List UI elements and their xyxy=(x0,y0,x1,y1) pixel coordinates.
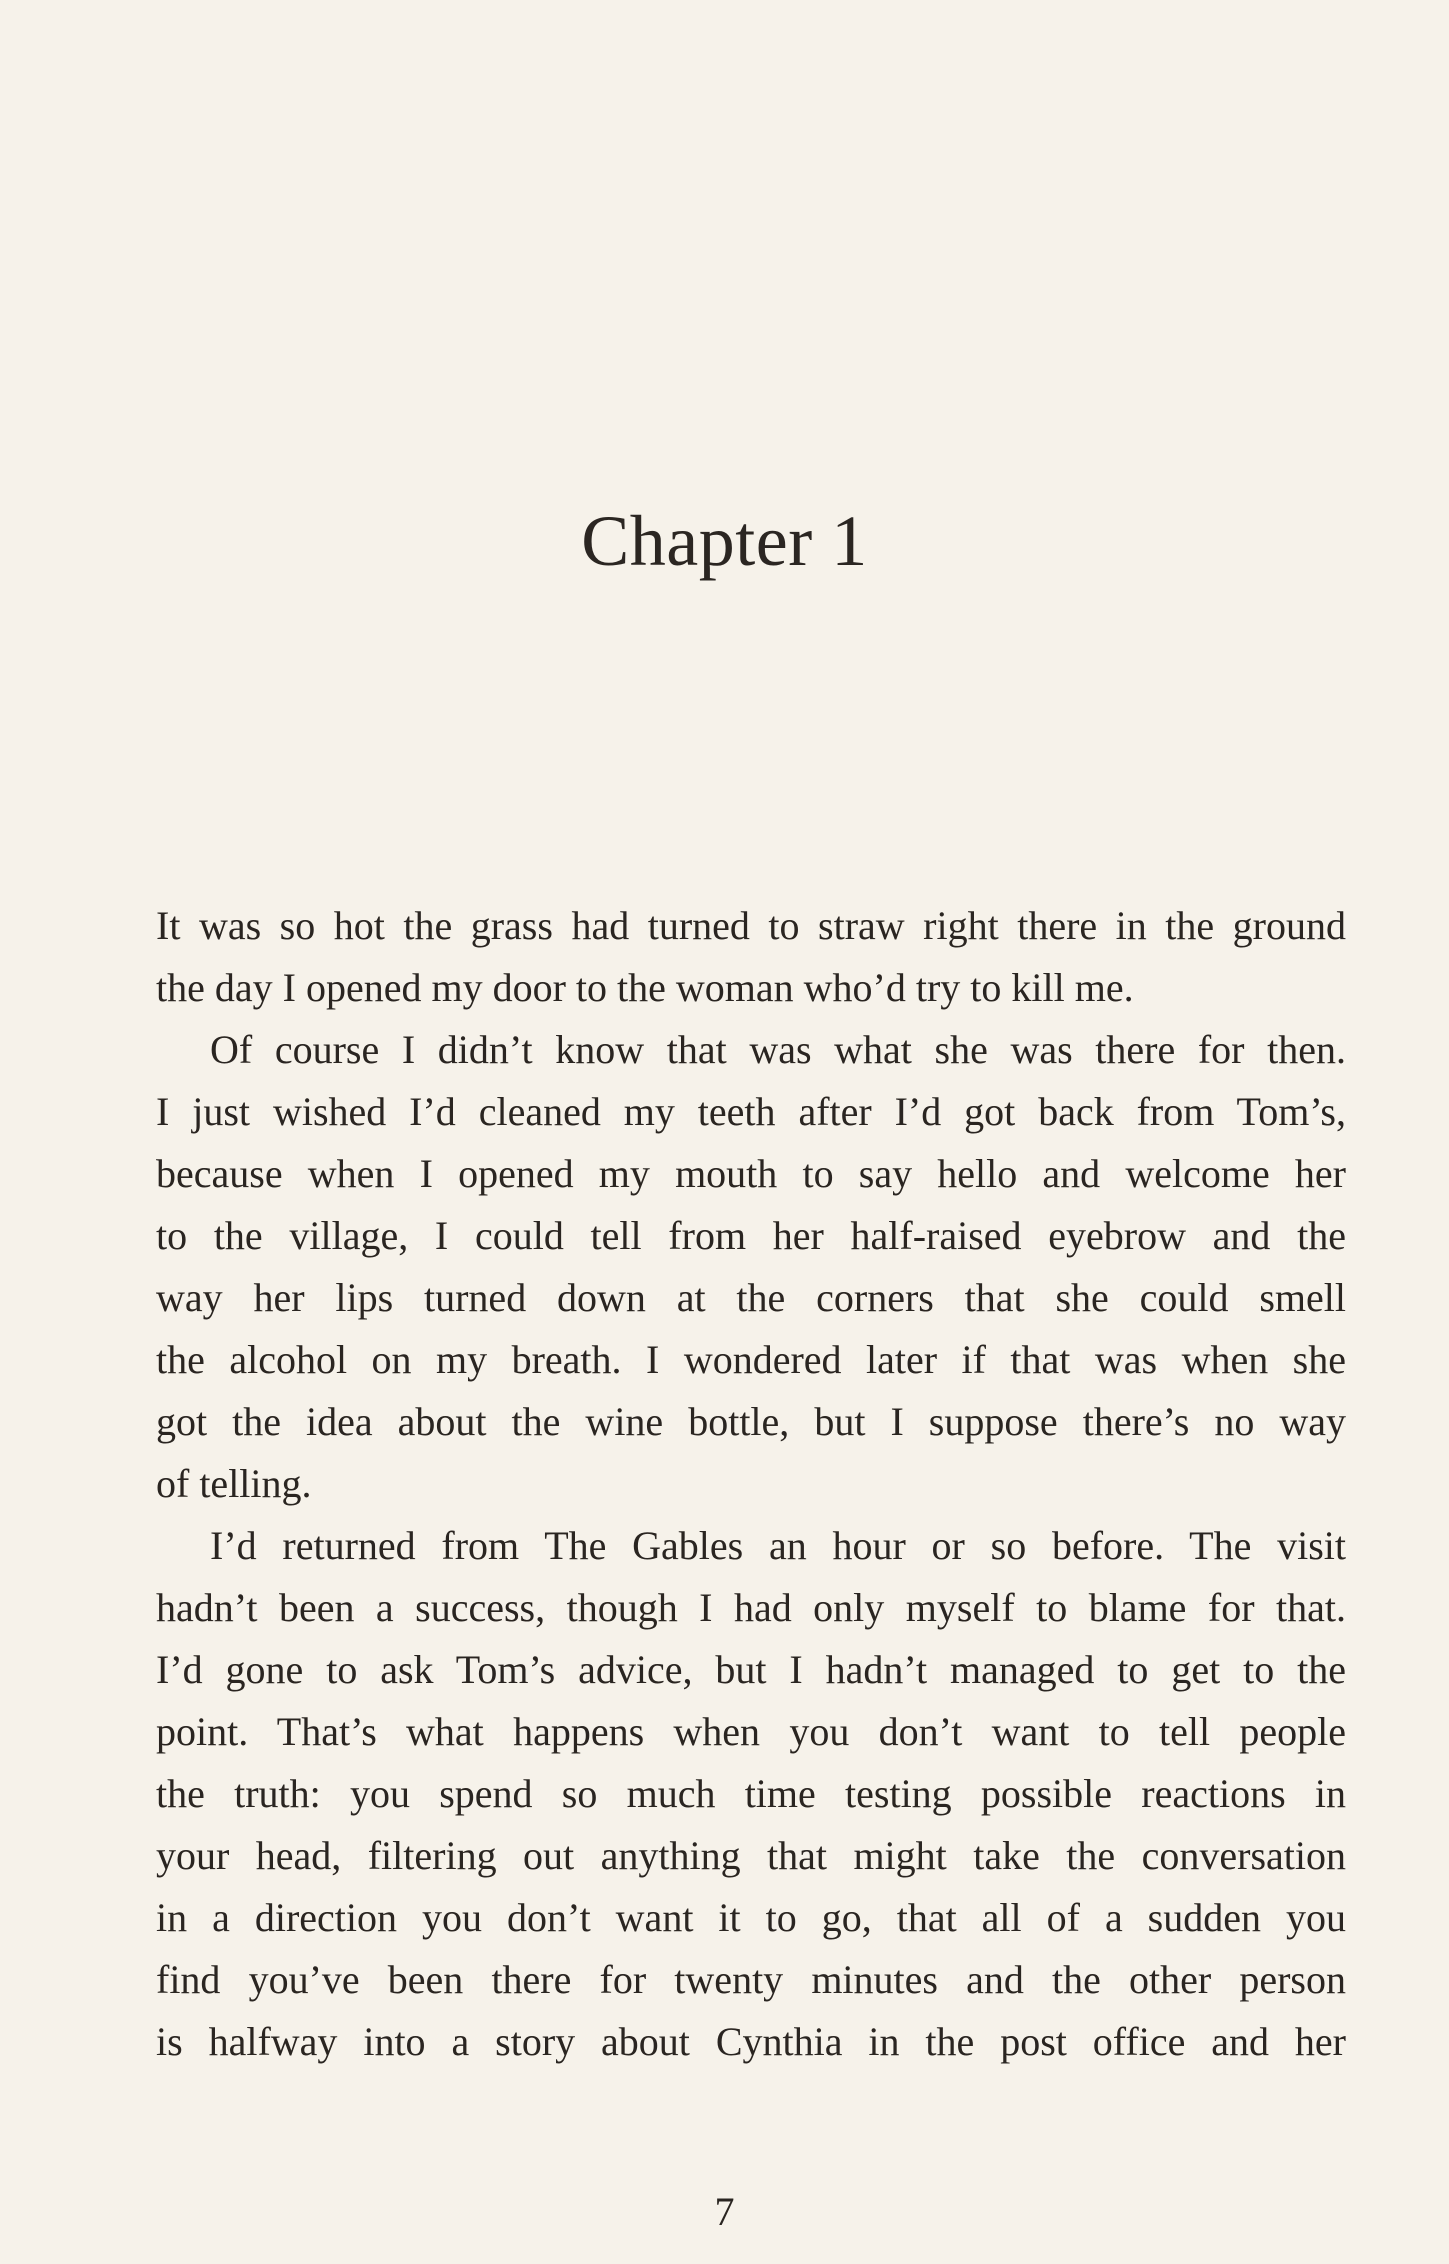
text-line: of telling. xyxy=(156,1461,312,1506)
body-text xyxy=(156,895,1346,2073)
text-line: the day I opened my door to the woman who’d try to kill me. xyxy=(156,965,1134,1010)
text-line: your head, filtering out anything that might take the conversation xyxy=(156,1833,1346,1878)
text-line: Of course I didn’t know that was what she was there for then. xyxy=(210,1027,1346,1072)
page-number: 7 xyxy=(714,2189,735,2234)
text-line: point. That’s what happens when you don’t want to tell people xyxy=(156,1709,1346,1754)
paragraph xyxy=(156,1019,1346,1515)
text-line: find you’ve been there for twenty minutes and the other person xyxy=(156,1957,1346,2002)
text-line: the truth: you spend so much time testing possible reactions in xyxy=(156,1771,1346,1816)
paragraph xyxy=(156,895,1346,1019)
text-line: way her lips turned down at the corners that she could smell xyxy=(156,1275,1346,1320)
text-line: got the idea about the wine bottle, but I suppose there’s no way xyxy=(156,1399,1346,1444)
text-line: I’d gone to ask Tom’s advice, but I hadn’t managed to get to the xyxy=(156,1647,1346,1692)
text-line: I just wished I’d cleaned my teeth after I’d got back from Tom’s, xyxy=(156,1089,1346,1134)
paragraph xyxy=(156,1515,1346,2073)
text-line: is halfway into a story about Cynthia in the post office and her xyxy=(156,2019,1346,2064)
text-line: It was so hot the grass had turned to straw right there in the ground xyxy=(156,903,1346,948)
text-line: the alcohol on my breath. I wondered later if that was when she xyxy=(156,1337,1346,1382)
chapter-title: Chapter 1 xyxy=(581,501,868,581)
text-line: because when I opened my mouth to say hello and welcome her xyxy=(156,1151,1346,1196)
text-line: to the village, I could tell from her half-raised eyebrow and the xyxy=(156,1213,1346,1258)
text-line: in a direction you don’t want it to go, that all of a sudden you xyxy=(156,1895,1346,1940)
text-line: hadn’t been a success, though I had only myself to blame for that. xyxy=(156,1585,1346,1630)
text-line: I’d returned from The Gables an hour or so before. The visit xyxy=(210,1523,1346,1568)
